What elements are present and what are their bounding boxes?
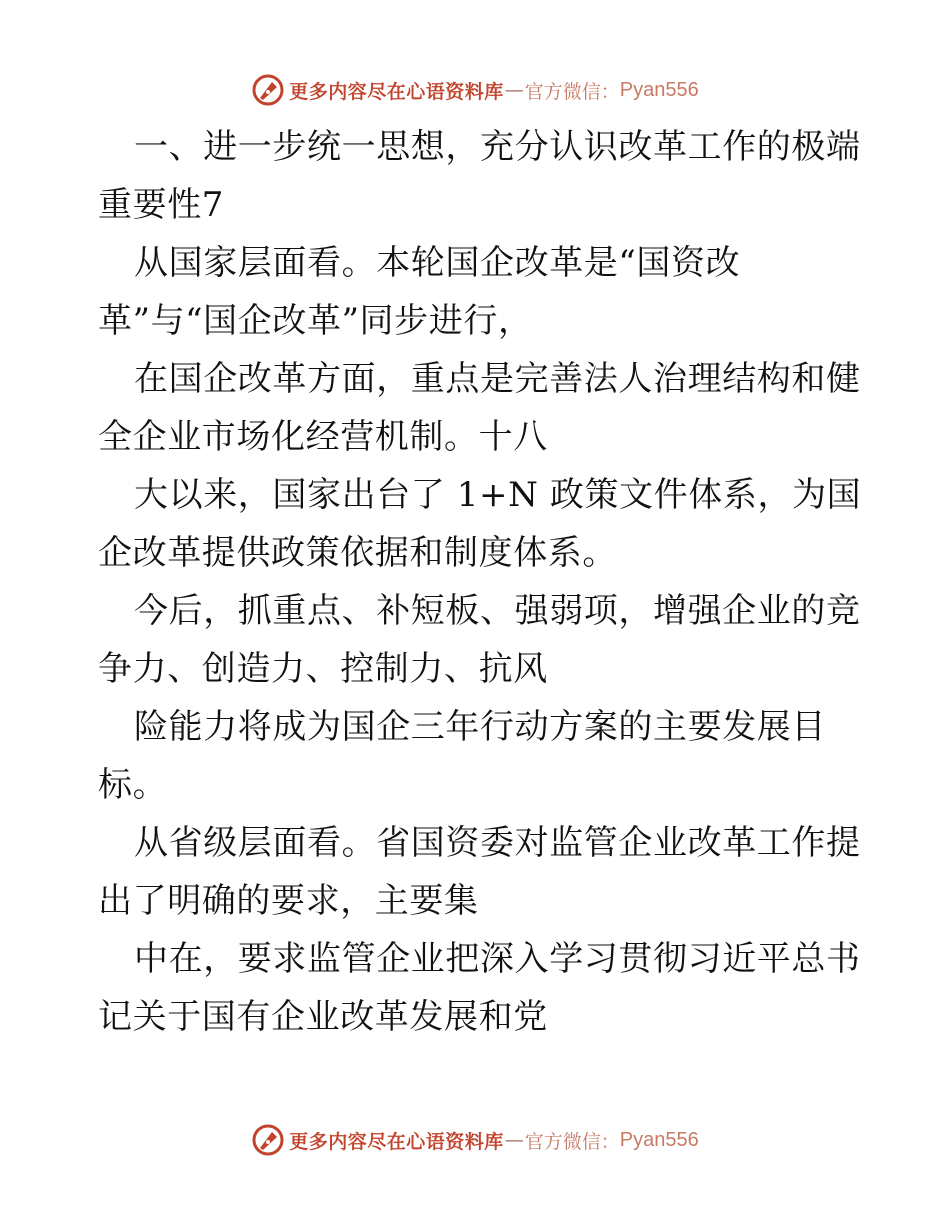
document-body [98, 118, 862, 1046]
text-line: 标。 [98, 765, 168, 805]
text-line: 大以来，国家出台了 1+N 政策文件体系，为国 [134, 475, 862, 515]
watermark-wechat-id: Pyan556 [619, 78, 699, 101]
pen-nib-logo-icon [251, 1123, 285, 1157]
watermark-sub-text: 官方微信： [524, 80, 620, 103]
text-line: 出了明确的要求，主要集 [98, 881, 479, 921]
watermark-sub-text: 官方微信： [524, 1130, 620, 1153]
text-line: 一、进一步统一思想，充分认识改革工作的极端 [134, 127, 861, 167]
watermark-main-text: 更多内容尽在心语资料库 [289, 80, 504, 103]
text-line: 争力、创造力、控制力、抗风 [98, 649, 548, 689]
text-line: 从国家层面看。本轮国企改革是“国资改 [134, 243, 741, 283]
watermark-separator: — [504, 1129, 524, 1151]
pen-nib-logo-icon [251, 73, 285, 107]
text-line: 今后，抓重点、补短板、强弱项，增强企业的竞 [134, 591, 861, 631]
text-line: 在国企改革方面，重点是完善法人治理结构和健 [134, 359, 861, 399]
text-line: 全企业市场化经营机制。十八 [98, 417, 548, 457]
text-line: 从省级层面看。省国资委对监管企业改革工作提 [134, 823, 861, 863]
header-watermark [0, 70, 950, 110]
watermark-separator: — [504, 79, 524, 101]
text-line: 重要性7 [98, 185, 225, 225]
text-line: 记关于国有企业改革发展和党 [98, 997, 548, 1037]
text-line: 中在，要求监管企业把深入学习贯彻习近平总书 [134, 939, 861, 979]
watermark-main-text: 更多内容尽在心语资料库 [289, 1130, 504, 1153]
text-line: 革”与“国企改革”同步进行， [98, 301, 533, 341]
text-line: 企改革提供政策依据和制度体系。 [98, 533, 617, 573]
footer-watermark [0, 1120, 950, 1160]
watermark-wechat-id: Pyan556 [619, 1128, 699, 1151]
text-line: 险能力将成为国企三年行动方案的主要发展目 [134, 707, 826, 747]
